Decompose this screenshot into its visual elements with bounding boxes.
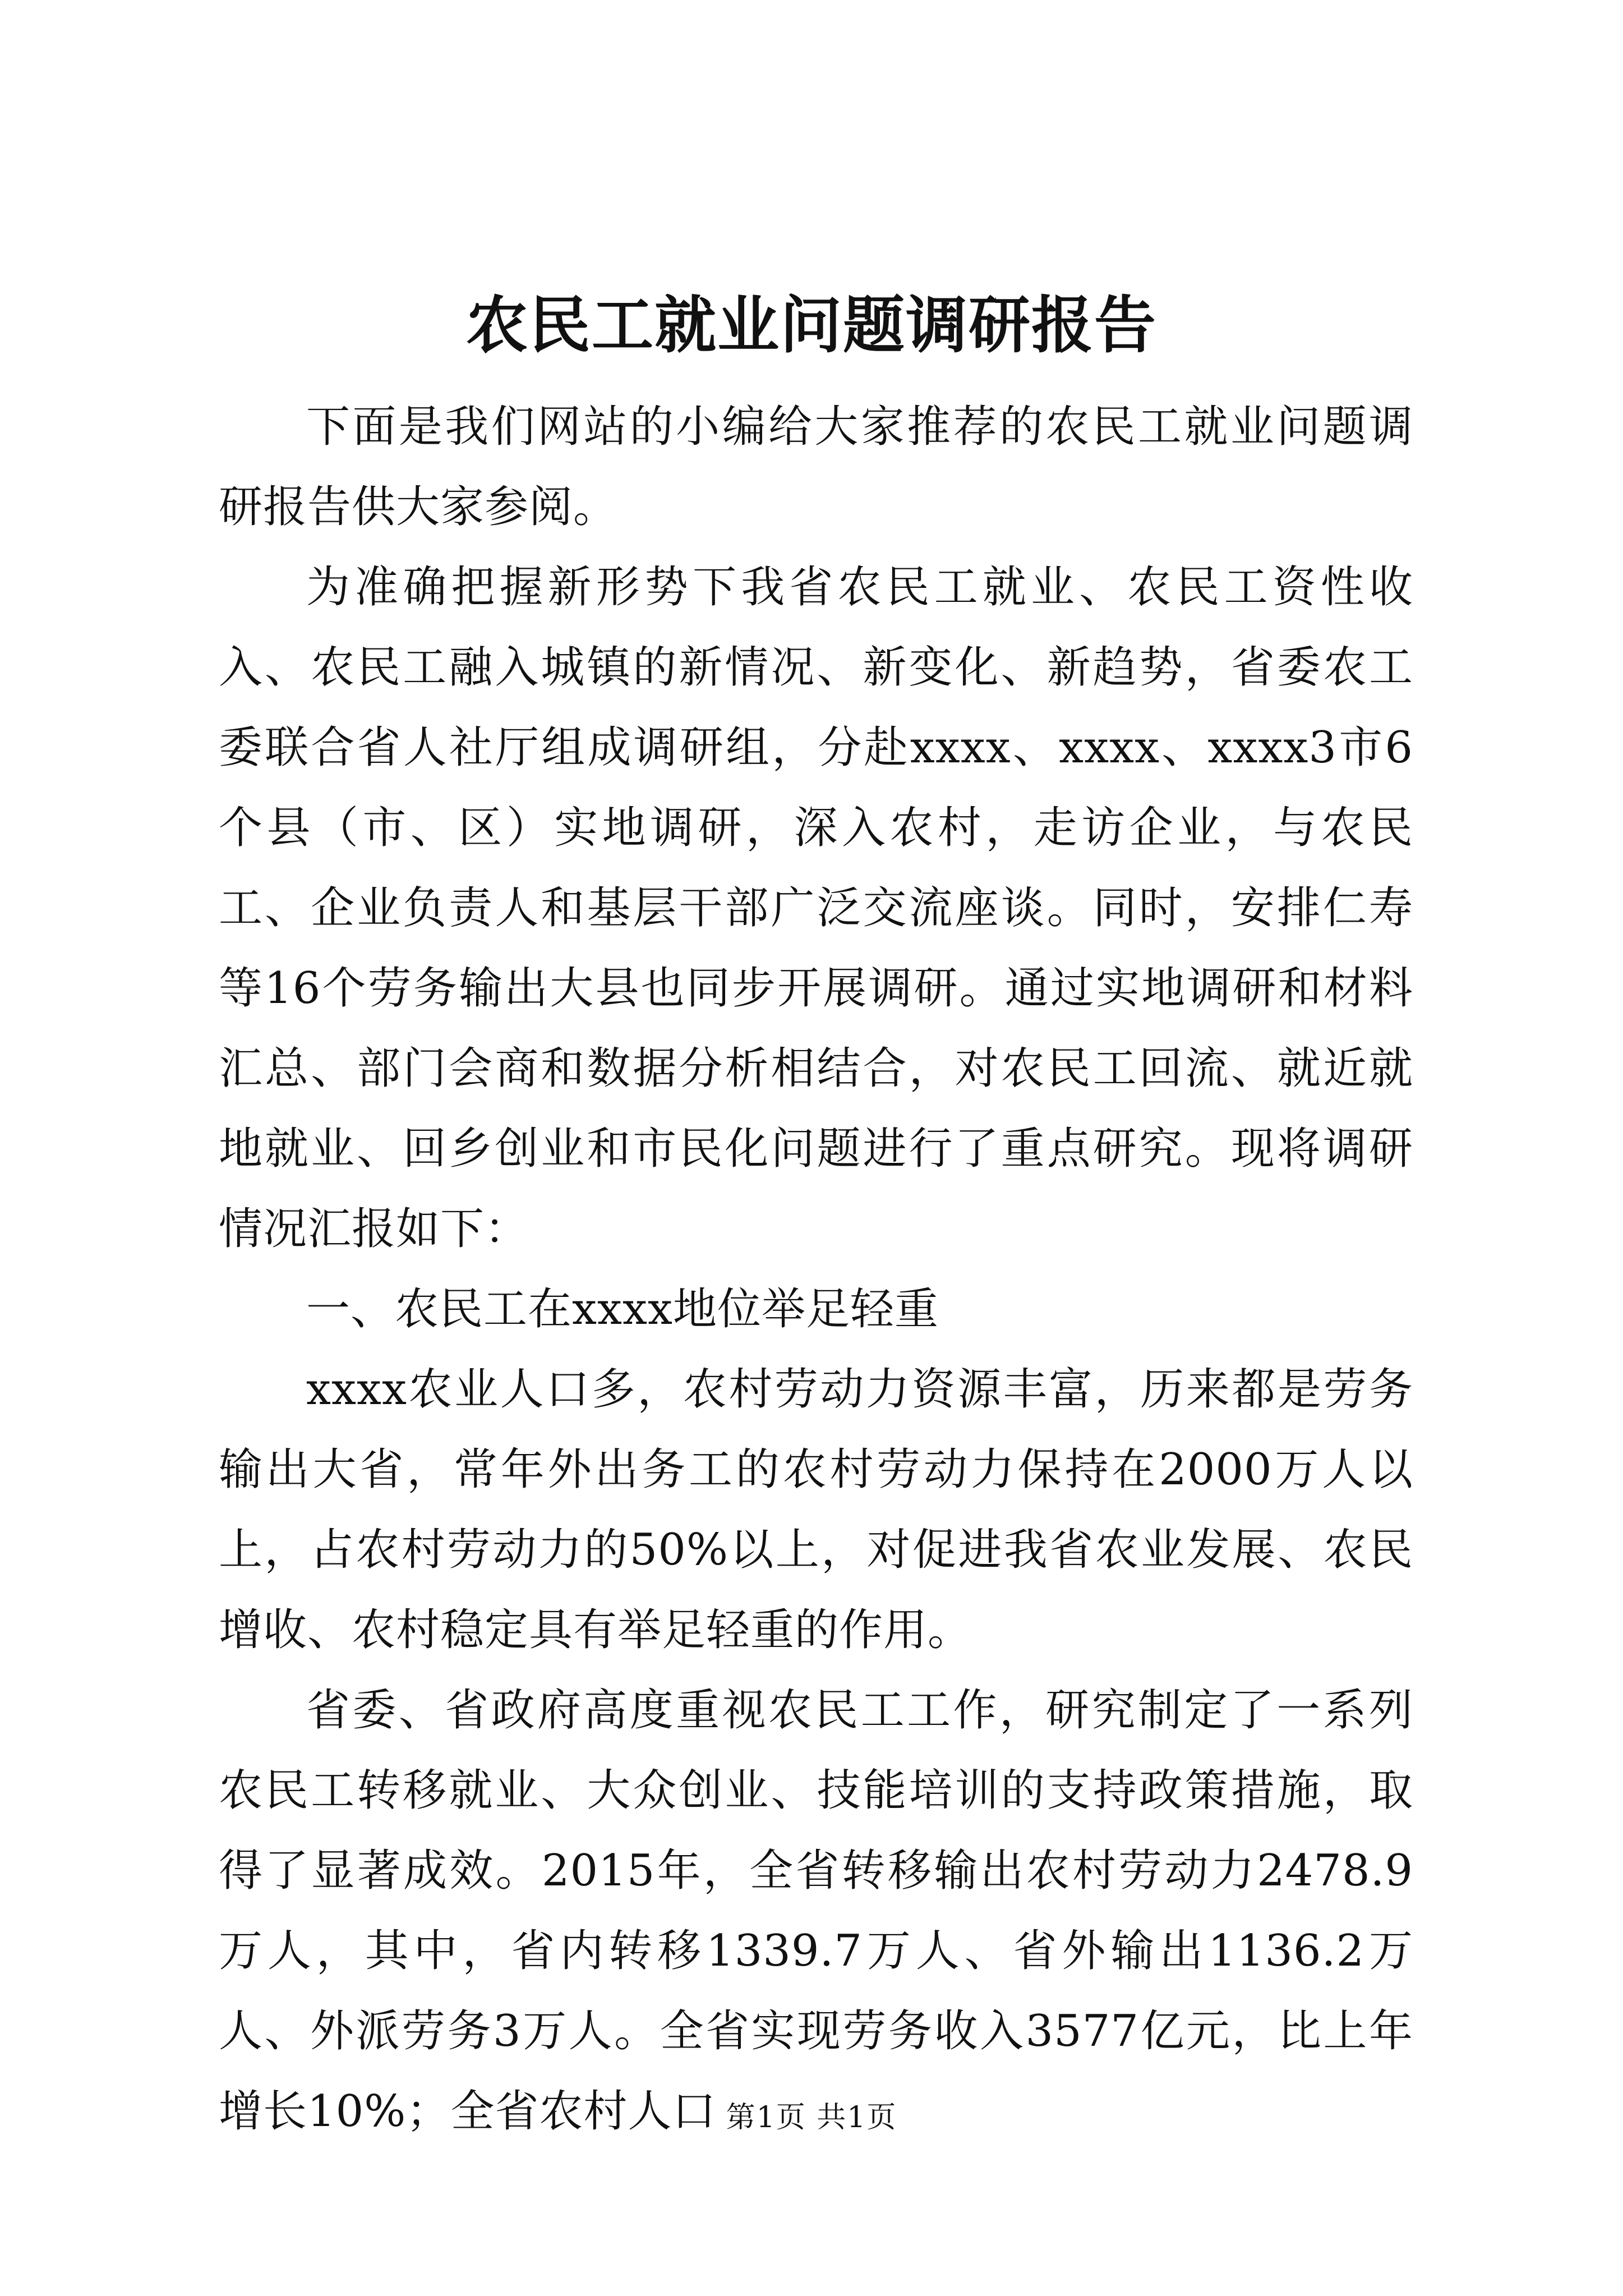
- document-body: [219, 387, 1413, 2152]
- paragraph-policy-results: 省委、省政府高度重视农民工工作，研究制定了一系列农民工转移就业、大众创业、技能培训的支持政策措施，取得了显著成效。2015年，全省转移输出农村劳动力2478.9万人，其中，省内转移1339.7万人、省外输出1136.2万人、外派劳务3万人。全省实现劳务收入3577亿元，比上年增长10%；全省农村人口: [219, 1685, 1413, 2137]
- paragraph-intro: 下面是我们网站的小编给大家推荐的农民工就业问题调研报告供大家参阅。: [219, 402, 1413, 532]
- document-title: 农民工就业问题调研报告: [466, 289, 1157, 361]
- paragraph-research-overview: 为准确把握新形势下我省农民工就业、农民工资性收入、农民工融入城镇的新情况、新变化、新趋势，省委农工委联合省人社厅组成调研组，分赴xxxx、xxxx、xxxx3市6个县（市、区）实地调研，深入农村，走访企业，与农民工、企业负责人和基层干部广泛交流座谈。同时，安排仁寿等16个劳务输出大县也同步开展调研。通过实地调研和材料汇总、部门会商和数据分析相结合，对农民工回流、就近就地就业、回乡创业和市民化问题进行了重点研究。现将调研情况汇报如下：: [219, 562, 1413, 1254]
- page-footer: 第1页 共1页: [726, 2101, 897, 2134]
- paragraph-labor-export: xxxx农业人口多，农村劳动力资源丰富，历来都是劳务输出大省，常年外出务工的农村劳动力保持在2000万人以上，占农村劳动力的50%以上，对促进我省农业发展、农民增收、农村稳定具有举足轻重的作用。: [219, 1364, 1413, 1655]
- section-heading-1: 一、农民工在xxxx地位举足轻重: [306, 1284, 939, 1335]
